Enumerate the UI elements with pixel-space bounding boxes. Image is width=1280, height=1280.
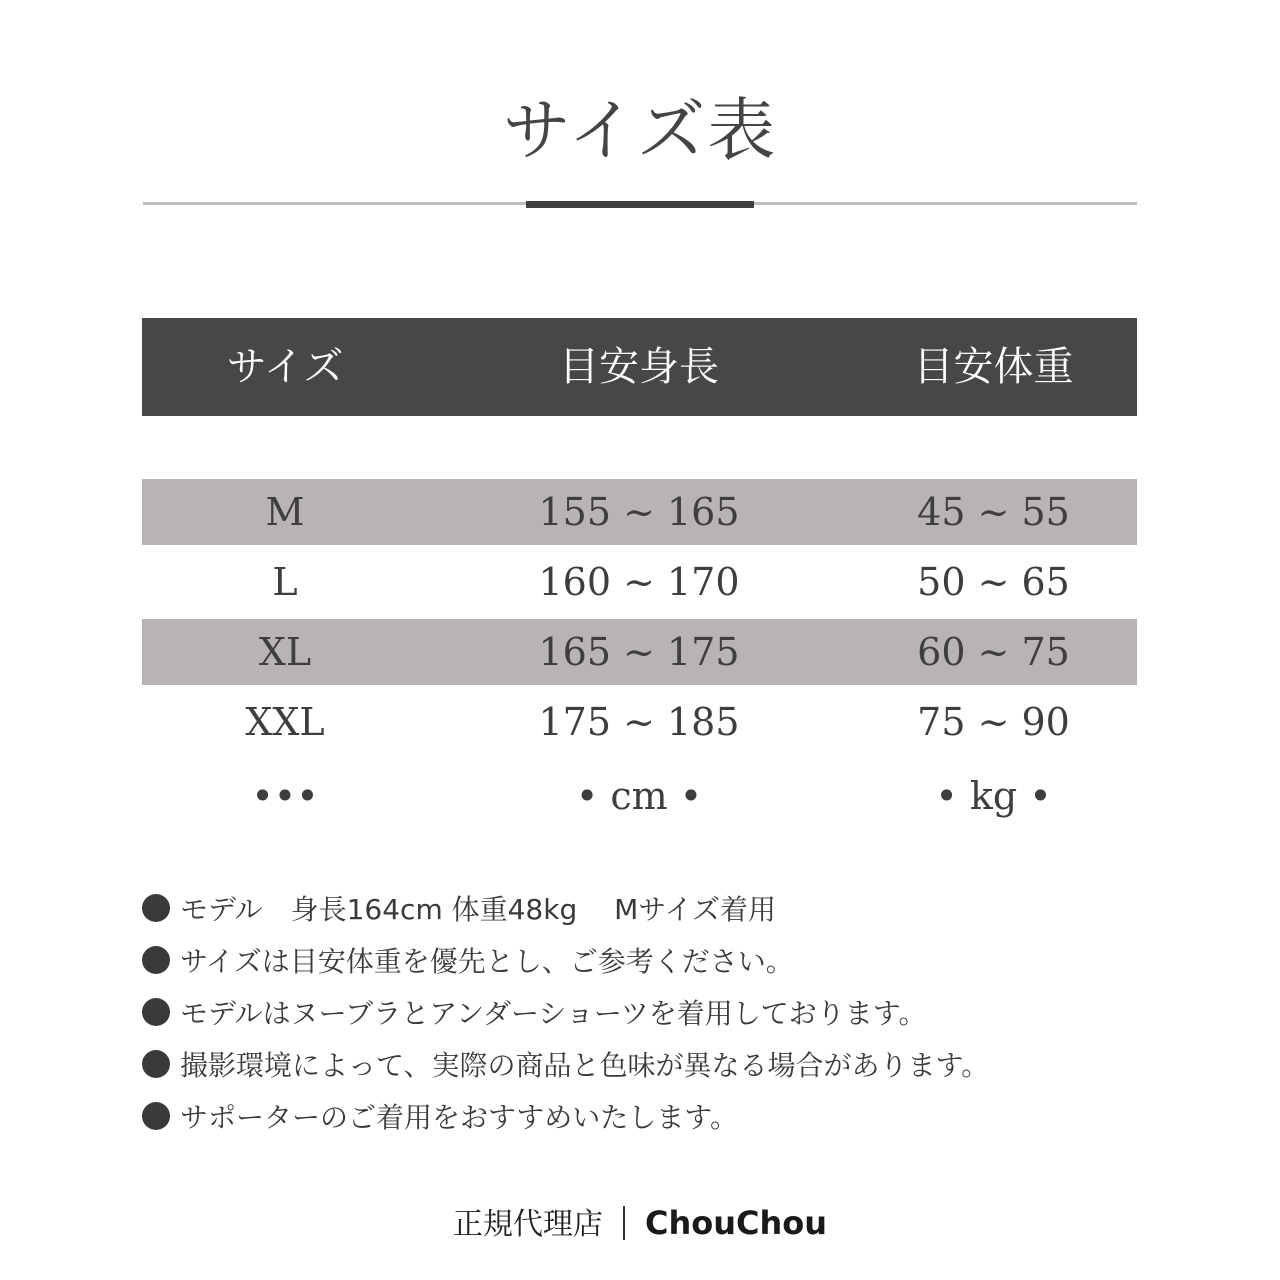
list-item (142, 936, 1142, 988)
footer-divider (623, 1206, 625, 1240)
bullet-icon (142, 946, 170, 974)
list-item (142, 884, 1142, 936)
cell-size: XXL (245, 700, 325, 744)
note-text: モデルはヌーブラとアンダーショーツを着用しております。 (180, 997, 927, 1030)
table-row (142, 549, 1137, 615)
cell-weight: 75 ~ 90 (917, 700, 1070, 744)
table-row (142, 479, 1137, 545)
header-height: 目安身長 (559, 344, 719, 390)
table-row (142, 619, 1137, 685)
cell-size: L (272, 560, 298, 604)
cell-height: 165 ~ 175 (538, 630, 740, 674)
note-text: サポーターのご着用をおすすめいたします。 (180, 1101, 739, 1134)
cell-weight: 60 ~ 75 (917, 630, 1070, 674)
table-row (142, 689, 1137, 755)
list-item (142, 988, 1142, 1040)
unit-row (142, 766, 1137, 826)
note-text: モデル 身長164cm 体重48kg Mサイズ着用 (180, 893, 777, 926)
cell-height: 160 ~ 170 (538, 560, 740, 604)
brand-logo: ChouChou (644, 1204, 828, 1242)
title-underline (526, 201, 754, 208)
cell-height: 155 ~ 165 (538, 490, 740, 534)
page-title: サイズ表 (502, 92, 778, 171)
header-weight: 目安体重 (913, 344, 1074, 390)
cell-height: 175 ~ 185 (538, 700, 740, 744)
cell-weight: 45 ~ 55 (917, 490, 1070, 534)
cell-weight: 50 ~ 65 (917, 560, 1070, 604)
bullet-icon (142, 998, 170, 1026)
note-text: サイズは目安体重を優先とし、ご参考ください。 (180, 945, 794, 978)
bullet-icon (142, 1050, 170, 1078)
table-header (142, 318, 1137, 416)
unit-height: • cm • (575, 774, 703, 818)
note-text: 撮影環境によって、実際の商品と色味が異なる場合があります。 (180, 1049, 990, 1082)
bullet-icon (142, 1102, 170, 1130)
footer-label: 正規代理店 (452, 1207, 603, 1242)
unit-weight: • kg • (935, 774, 1052, 818)
notes-list (142, 884, 1142, 1144)
list-item (142, 1092, 1142, 1144)
unit-size: ••• (251, 774, 319, 818)
footer (0, 1196, 1280, 1252)
list-item (142, 1040, 1142, 1092)
cell-size: XL (258, 630, 312, 674)
cell-size: M (265, 490, 305, 534)
bullet-icon (142, 894, 170, 922)
header-size: サイズ (226, 344, 344, 390)
